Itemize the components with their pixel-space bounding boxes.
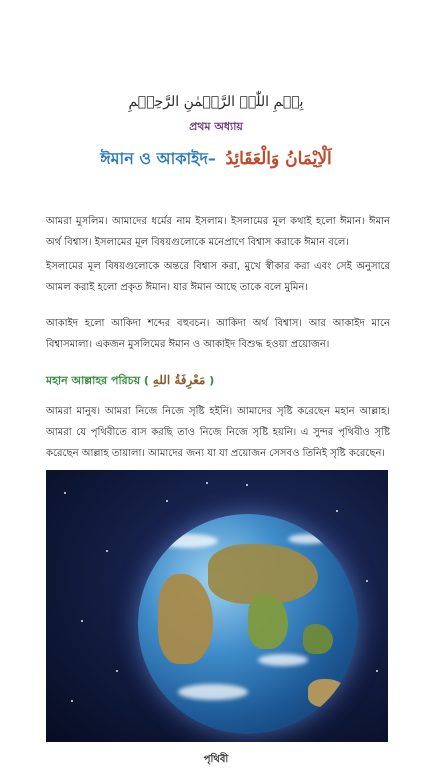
cloud xyxy=(178,684,248,700)
cloud xyxy=(258,654,308,666)
cloud xyxy=(288,534,328,544)
paragraph-iman-definition: আমরা মুসলিম। আমাদের ধর্মের নাম ইসলাম। ইসলামের মূল কথাই হলো ঈমান। ঈমান অর্থ বিশ্বাস। ইসলামের মূল বিষয়গুলোকে মনেপ্রাণে বিশ্বাস করাকে ঈমান বলে। xyxy=(46,216,390,248)
star xyxy=(116,670,118,672)
star xyxy=(246,484,248,486)
continent-africa xyxy=(158,574,213,664)
section-heading-close: ) xyxy=(209,374,215,387)
cloud xyxy=(158,534,218,548)
globe xyxy=(138,514,358,734)
continent-southeast-asia xyxy=(303,624,333,654)
continent-australia xyxy=(308,679,348,707)
section-heading xyxy=(46,372,386,391)
star xyxy=(376,670,378,672)
star xyxy=(336,510,338,512)
star xyxy=(81,620,83,622)
earth-image xyxy=(46,470,388,742)
bismillah-text: بِسۡمِ اللّٰہِ الرَّحۡمٰنِ الرَّحِیۡمِ xyxy=(128,94,304,110)
star xyxy=(71,700,73,702)
star xyxy=(64,492,66,494)
star xyxy=(106,550,108,552)
chapter-title xyxy=(0,146,432,173)
title-bengali: ঈমান ও আকাইদ– xyxy=(100,149,216,168)
figure-caption: পৃথিবী xyxy=(203,754,229,765)
paragraph-creation: আমরা মানুষ। আমরা নিজে নিজে সৃষ্টি হইনি। আমাদের সৃষ্টি করেছেন মহান আল্লাহ। আমরা যে পৃথিবীতে বাস করছি তাও নিজে নিজে সৃষ্টি হয়নি। এ সুন্দর পৃথিবীও সৃষ্টি করেছেন আল্লাহ তায়ালা। আমাদের জন্য যা যা প্রয়োজন সেসবও তিনিই সৃষ্টি করেছেন। xyxy=(46,406,390,459)
chapter-label: প্রথম অধ্যায় xyxy=(189,120,243,133)
section-heading-bengali: মহান আল্লাহর পরিচয় ( xyxy=(46,374,149,387)
star xyxy=(366,580,368,582)
star xyxy=(166,500,168,502)
star xyxy=(206,482,208,484)
paragraph-true-iman: ইসলামের মূল বিষয়গুলোকে অন্তরে বিশ্বাস করা, মুখে স্বীকার করা এবং সেই অনুসারে আমল করাই হলো প্রকৃত ঈমান। যার ঈমান আছে তাকে বলে মুমিন। xyxy=(46,261,390,293)
title-arabic: اَلْاِيْمَانُ وَالْعَقَائِدُ xyxy=(225,149,332,169)
section-heading-arabic: مَعْرِفَةُ اللهِ xyxy=(152,373,206,387)
paragraph-akaid: আকাইদ হলো আকিদা শব্দের বহুবচন। আকিদা অর্থ বিশ্বাস। আর আকাইদ মানে বিশ্বাসমালা। একজন মুসলিমের ঈমান ও আকাইদ বিশুদ্ধ হওয়া প্রয়োজন। xyxy=(46,318,390,350)
